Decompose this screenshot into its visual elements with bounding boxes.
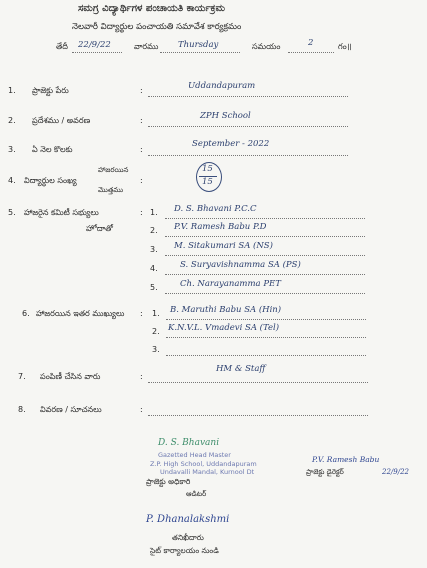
- time-label: సమయం: [252, 42, 281, 51]
- committee-member-1-line: [165, 218, 365, 219]
- committee-member-1-name: D. S. Bhavani P.C.C: [174, 204, 257, 214]
- field-2-number: 2.: [8, 116, 16, 125]
- field-7-line: [148, 382, 368, 383]
- committee-member-2-number: 2.: [150, 226, 158, 235]
- field-7-number: 7.: [18, 372, 26, 381]
- field-4-number: 4.: [8, 176, 16, 185]
- committee-member-3-number: 3.: [150, 245, 158, 254]
- field-2-line: [148, 126, 348, 127]
- stamp-line-3: Undavalli Mandal, Kurnool Dt: [160, 468, 255, 476]
- committee-member-1-number: 1.: [150, 208, 158, 217]
- time-unit: గం॥: [338, 42, 352, 51]
- field-1-line: [148, 96, 348, 97]
- students-total-value: 15: [202, 177, 213, 187]
- field-1-number: 1.: [8, 86, 16, 95]
- remarks-label: వివరణ / సూచనలు: [40, 405, 102, 414]
- committee-member-4-number: 4.: [150, 264, 158, 273]
- header-subtitle: నెలవారీ విద్యార్థుల పంచాయతి సమావేశ కార్యక్రమం: [72, 22, 242, 32]
- time-value: 2: [308, 38, 314, 48]
- others-member-2-name: K.N.V.L. Vmadevi SA (Tel): [168, 323, 280, 333]
- committee-role-label: హోదాతో: [86, 224, 113, 233]
- committee-member-5-name: Ch. Narayanamma PET: [180, 279, 281, 289]
- field-3-number: 3.: [8, 145, 16, 154]
- students-present-label: హాజరయిన: [98, 166, 129, 174]
- field-6-colon: :: [140, 309, 143, 318]
- students-label: విద్యార్థుల సంఖ్య: [24, 176, 77, 185]
- field-3-line: [148, 155, 348, 156]
- date-line: [72, 52, 122, 53]
- field-2-label: ప్రదేశము / అవరణ: [32, 116, 91, 125]
- field-5-number: 5.: [8, 208, 16, 217]
- field-6-number: 6.: [22, 309, 30, 318]
- committee-member-5-number: 5.: [150, 283, 158, 292]
- committee-member-3-line: [165, 255, 365, 256]
- date-label: తేదీ: [56, 42, 68, 51]
- others-member-2-line: [166, 337, 366, 338]
- day-label: వారము: [134, 42, 159, 51]
- field-7-colon: :: [140, 372, 143, 381]
- field-1-value: Uddandapuram: [188, 81, 256, 91]
- director-signature: P.V. Ramesh Babu: [312, 455, 380, 464]
- field-8-colon: :: [140, 405, 143, 414]
- inspector-title: తనిఖీదారు: [172, 533, 204, 542]
- others-label: హాజరయిన ఇతర ముఖ్యులు: [36, 309, 125, 318]
- director-title: ప్రాజెక్టు డైరెక్టర్: [306, 468, 344, 476]
- others-member-1-name: B. Maruthi Babu SA (Hin): [170, 305, 282, 315]
- committee-member-2-name: P.V. Ramesh Babu P.D: [174, 222, 267, 232]
- auditor-title: ఆడిటర్: [186, 490, 207, 498]
- others-member-1-number: 1.: [152, 309, 160, 318]
- field-8-line: [148, 415, 368, 416]
- inspector-signature: P. Dhanalakshmi: [146, 514, 230, 525]
- inspector-subtitle: సైట్ కార్యాలయం నుండి: [150, 546, 219, 555]
- committee-member-5-line: [165, 293, 365, 294]
- stamp-line-2: Z.P. High School, Uddandapuram: [150, 460, 257, 468]
- others-member-3-number: 3.: [152, 345, 160, 354]
- field-3-label: ఏ నెల కొలకు: [32, 145, 73, 154]
- committee-member-4-name: S. Suryavishnamma SA (PS): [180, 260, 301, 270]
- sender-value: HM & Staff: [216, 364, 266, 374]
- committee-member-3-name: M. Sitakumari SA (NS): [174, 241, 273, 251]
- director-date: 22/9/22: [382, 468, 409, 476]
- others-member-3-line: [166, 355, 366, 356]
- field-3-colon: :: [140, 145, 143, 154]
- field-1-colon: :: [140, 86, 143, 95]
- stamp-line-1: Gazetted Head Master: [158, 451, 231, 459]
- day-line: [160, 52, 240, 53]
- students-present-value: 15: [202, 164, 213, 174]
- field-5-colon: :: [140, 208, 143, 217]
- time-line: [288, 52, 334, 53]
- sender-label: పంపిణీ చేసిన వారు: [40, 372, 101, 381]
- field-3-value: September - 2022: [192, 139, 270, 149]
- committee-member-4-line: [165, 274, 365, 275]
- header-title: ಸಮಗ್ರ ವಿದ್ಯಾರ್ಥಿಗಳ ಪಂಚಾಯತಿ ಕಾರ್ಯಕ್ರಮ: [78, 3, 225, 14]
- committee-label: హాజరైన కమిటీ సభ్యులు: [24, 208, 99, 217]
- date-value: 22/9/22: [78, 40, 111, 50]
- project-officer-title: ప్రాజెక్టు అధికారి: [146, 477, 191, 486]
- field-4-colon: :: [140, 176, 143, 185]
- students-total-label: మొత్తము: [98, 186, 124, 194]
- committee-member-2-line: [165, 236, 365, 237]
- field-1-label: ప్రాజెక్టు పేరు: [32, 86, 69, 95]
- others-member-2-number: 2.: [152, 327, 160, 336]
- field-8-number: 8.: [18, 405, 26, 414]
- stamp-signature: D. S. Bhavani: [158, 438, 220, 448]
- day-value: Thursday: [178, 40, 219, 50]
- field-2-value: ZPH School: [200, 111, 251, 121]
- others-member-1-line: [166, 319, 366, 320]
- field-2-colon: :: [140, 116, 143, 125]
